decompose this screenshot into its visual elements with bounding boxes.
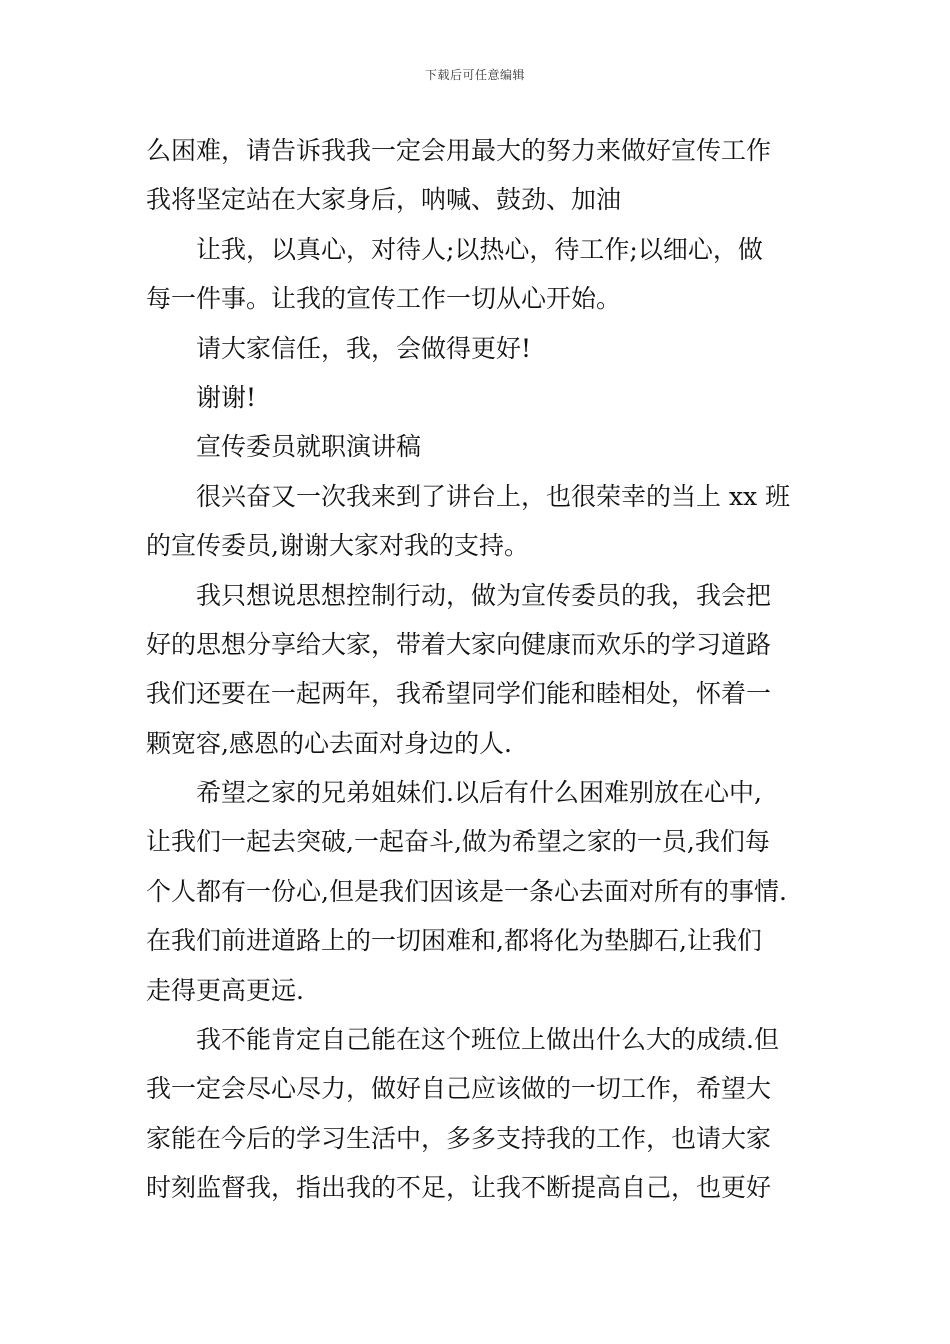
text-line: 个人都有一份心,但是我们因该是一条心去面对所有的事情.: [146, 876, 787, 906]
text-line: 宣传委员就职演讲稿: [196, 432, 422, 462]
text-line: 希望之家的兄弟姐妹们.以后有什么困难别放在心中,: [196, 778, 762, 808]
text-line: 我只想说思想控制行动，做为宣传委员的我，我会把: [196, 580, 772, 610]
text-line: 每一件事。让我的宣传工作一切从心开始。: [146, 284, 622, 314]
text-line: 我不能肯定自己能在这个班位上做出什么大的成绩.但: [196, 1025, 779, 1055]
text-line: 请大家信任，我，会做得更好!: [196, 333, 532, 363]
text-line: 让我们一起去突破,一起奋斗,做为希望之家的一员,我们每: [146, 827, 770, 857]
text-line: 颗宽容,感恩的心去面对身边的人.: [146, 728, 512, 758]
text-line: 时刻监督我，指出我的不足，让我不断提高自己，也更好: [146, 1173, 772, 1203]
text-line: 家能在今后的学习生活中，多多支持我的工作，也请大家: [146, 1123, 772, 1153]
text-line: 谢谢!: [196, 382, 257, 412]
text-line: 我们还要在一起两年，我希望同学们能和睦相处，怀着一: [146, 679, 772, 709]
document-body: [146, 126, 808, 1213]
text-line: 很兴奋又一次我来到了讲台上，也很荣幸的当上 xx 班: [196, 481, 791, 511]
text-line: 走得更高更远.: [146, 975, 304, 1005]
text-line: 我将坚定站在大家身后，呐喊、鼓劲、加油: [146, 185, 622, 215]
text-line: 在我们前进道路上的一切困难和,都将化为垫脚石,让我们: [146, 926, 762, 956]
text-line: 么困难，请告诉我我一定会用最大的努力来做好宣传工作: [146, 136, 772, 165]
text-line: 的宣传委员,谢谢大家对我的支持。: [146, 531, 529, 561]
text-line: 我一定会尽心尽力，做好自己应该做的一切工作，希望大: [146, 1074, 772, 1104]
text-line: 好的思想分享给大家，带着大家向健康而欢乐的学习道路: [146, 629, 772, 659]
text-line: 让我，以真心，对待人;以热心，待工作;以细心，做: [196, 234, 763, 264]
page-header: 下载后可任意编辑: [424, 68, 525, 82]
